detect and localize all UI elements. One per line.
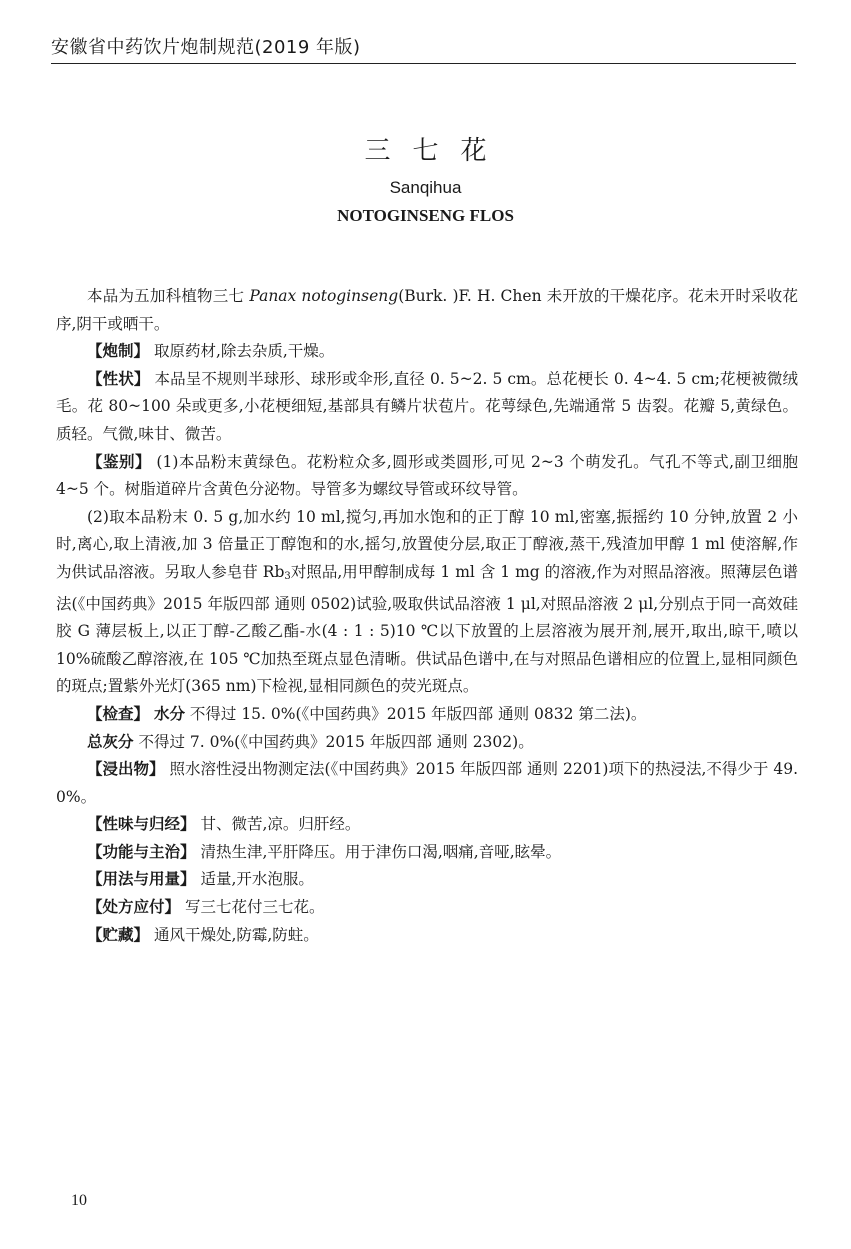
processing-label: 【炮制】	[87, 342, 150, 361]
identification-section	[56, 449, 798, 504]
processing-text: 取原药材,除去杂质,干燥。	[149, 342, 335, 361]
ash-label: 总灰分	[87, 732, 134, 751]
moisture-text: 不得过 15. 0%(《中国药典》2015 年版四部 通则 0832 第二法)。	[184, 704, 647, 723]
identification-subscript: 3	[284, 570, 291, 582]
species-name: Panax notoginseng	[249, 287, 399, 305]
monograph-title: 三七花	[364, 136, 509, 166]
processing-section	[56, 338, 798, 366]
identification-label: 【鉴别】	[87, 452, 151, 471]
usage-section	[56, 866, 798, 894]
monograph-body	[56, 283, 798, 949]
total-ash-line	[56, 729, 798, 757]
property-text: 甘、微苦,凉。归肝经。	[195, 815, 361, 834]
prescription-section	[56, 894, 798, 922]
latin-name: NOTOGINSENG FLOS	[337, 206, 514, 225]
moisture-label: 水分	[153, 704, 185, 723]
function-label: 【功能与主治】	[87, 842, 196, 861]
property-section	[56, 811, 798, 839]
header-rule	[51, 63, 796, 64]
characters-text: 本品呈不规则半球形、球形或伞形,直径 0. 5~2. 5 cm。总花梗长 0. 4~4. 5 cm;花梗被微绒毛。花 80~100 朵或更多,小花梗细短,基部具有鳞片状苞片。花萼绿色,先端通常 5 齿裂。花瓣 5,黄绿色。质轻。气微,味甘、微苦。	[56, 369, 798, 443]
usage-label: 【用法与用量】	[87, 870, 196, 889]
storage-section	[56, 922, 798, 950]
intro-paragraph	[56, 283, 798, 338]
usage-text: 适量,开水泡服。	[195, 870, 314, 889]
inspection-section	[56, 701, 798, 729]
storage-text: 通风干燥处,防霉,防蛀。	[149, 925, 319, 944]
identification-item-2-text-1: (2)取本品粉末 0. 5 g,加水约 10 ml,搅匀,再加水饱和的正丁醇 10 ml,密塞,振摇约 10 分钟,放置 2 小时,离心,取上清液,加 3 倍量正丁醇饱和的水,摇匀,放置使分层,取正丁醇液,蒸干,残渣加甲醇 1 ml 使溶解,作为供试品溶液。另取人参皂苷 Rb	[56, 507, 798, 581]
characters-section	[56, 366, 798, 449]
prescription-text: 写三七花付三七花。	[180, 898, 325, 917]
page-number: 10	[71, 1192, 87, 1209]
extract-section	[56, 756, 798, 811]
extract-text: 照水溶性浸出物测定法(《中国药典》2015 年版四部 通则 2201)项下的热浸法,不得少于 49. 0%。	[56, 760, 798, 806]
property-label: 【性味与归经】	[87, 815, 196, 834]
extract-label: 【浸出物】	[87, 760, 165, 779]
intro-text-1: 本品为五加科植物三七	[87, 287, 250, 305]
ash-text: 不得过 7. 0%(《中国药典》2015 年版四部 通则 2302)。	[133, 732, 534, 751]
characters-label: 【性状】	[87, 369, 150, 388]
identification-item-2	[56, 504, 798, 701]
pinyin-name: Sanqihua	[389, 178, 462, 197]
running-header: 安徽省中药饮片炮制规范(2019 年版)	[51, 37, 361, 58]
identification-item-1: (1)本品粉末黄绿色。花粉粒众多,圆形或类圆形,可见 2~3 个萌发孔。气孔不等式,副卫细胞 4~5 个。树脂道碎片含黄色分泌物。导管多为螺纹导管或环纹导管。	[56, 452, 798, 499]
inspection-label: 【检查】	[87, 704, 150, 723]
identification-item-2-text-2: 对照品,用甲醇制成每 1 ml 含 1 mg 的溶液,作为对照品溶液。照薄层色谱法(《中国药典》2015 年版四部 通则 0502)试验,吸取供试品溶液 1 μl,对照品溶液 2 μl,分别点于同一高效硅胶 G 薄层板上,以正丁醇-乙酸乙酯-水(4 : 1 : 5)10 ℃以下放置的上层溶液为展开剂,展开,取出,晾干,喷以 10%硫酸乙醇溶液,在 105 ℃加热至斑点显色清晰。供试品色谱中,在与对照品色谱相应的位置上,显相同颜色的斑点;置紫外光灯(365 nm)下检视,显相同颜色的荧光斑点。	[56, 562, 798, 696]
function-text: 清热生津,平肝降压。用于津伤口渴,咽痛,音哑,眩晕。	[195, 842, 562, 861]
intro-text-2: (Burk. )F. H. Chen 未开放的干燥花序。花未开时采收花序,阴干或晒干。	[56, 287, 798, 333]
storage-label: 【贮藏】	[87, 925, 150, 944]
prescription-label: 【处方应付】	[87, 898, 181, 917]
function-section	[56, 839, 798, 867]
